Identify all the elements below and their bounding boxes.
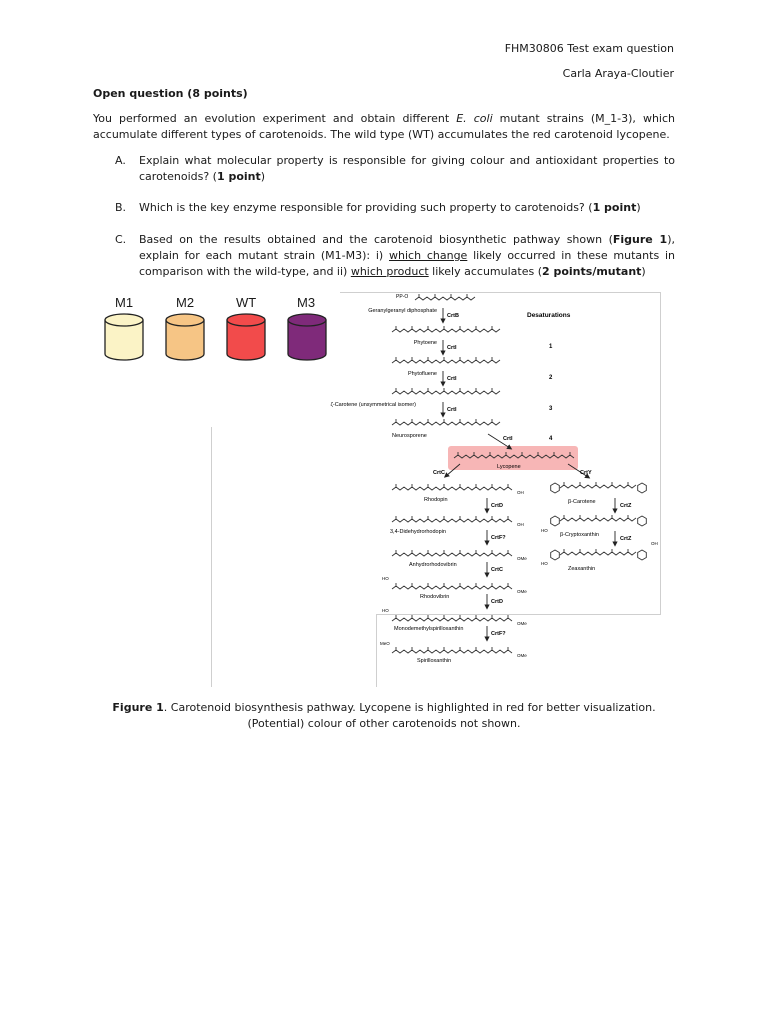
group-ome-1: OMe: [517, 556, 527, 561]
compound-spirilloxanthin: Spirilloxanthin: [417, 658, 452, 664]
chain-left-5: [392, 647, 512, 653]
question-intro: [93, 111, 675, 143]
compound-zeta-carotene: ζ-Carotene (unsymmetrical isomer): [330, 402, 416, 408]
figure-left-border: [211, 427, 212, 687]
compound-phytofluene: Phytofluene: [407, 371, 437, 377]
chain-phytofluene: [392, 357, 500, 363]
culture-tube-m1: [105, 314, 143, 360]
item-c-underline-2: which product: [350, 265, 429, 278]
question-title-text: Open question (8 points): [93, 87, 248, 100]
enzyme-crtz-2: CrtZ: [620, 536, 632, 542]
question-title: [93, 86, 675, 102]
item-label: C.: [115, 233, 127, 246]
compound-monodemethylspirilloxanthin: Monodemethylspirilloxanthin: [394, 626, 464, 632]
group-oh-2: OH: [517, 522, 524, 527]
intro-species: E. coli: [456, 112, 493, 125]
item-text: [139, 232, 675, 280]
item-c-part-1: Based on the results obtained and the carotenoid biosynthetic pathway shown (: [139, 233, 613, 246]
enzyme-crtb: CrtB: [447, 313, 459, 319]
enzyme-crtd-2: CrtD: [491, 599, 503, 605]
chain-left-4: [392, 615, 512, 621]
group-oh-right: OH: [651, 541, 658, 546]
item-text: [139, 200, 675, 216]
chain-zeta-carotene: [392, 388, 500, 394]
chain-left-3: [392, 583, 512, 589]
compound-phytoene: Phytoene: [413, 340, 437, 346]
culture-tube-m2: [166, 314, 204, 360]
group-ome-2: OMe: [517, 589, 527, 594]
chain-left-0: [392, 484, 512, 490]
group-ho-right-1: HO: [541, 528, 548, 533]
chain-left-2: [392, 550, 512, 556]
group-ho-right-2: HO: [541, 561, 548, 566]
question-item-c: [115, 232, 675, 280]
enzyme-crti-2: CrtI: [447, 376, 457, 382]
caption-text: . Carotenoid biosynthesis pathway. Lycopene is highlighted in red for better visualization. (Potential) colour of other carotenoids not shown.: [163, 701, 656, 730]
enzyme-crty-branch: CrtY: [580, 470, 592, 476]
enzyme-crtz-1: CrtZ: [620, 503, 632, 509]
tube-label-wt: WT: [236, 295, 257, 310]
enzyme-crtd-1: CrtD: [491, 503, 503, 509]
item-label: A.: [115, 154, 126, 167]
enzyme-crti-1: CrtI: [447, 345, 457, 351]
item-c-figure-ref: Figure 1: [612, 233, 668, 246]
tube-label-m1: M1: [115, 295, 134, 310]
author-name: Carla Araya-Cloutier: [562, 67, 674, 80]
desaturation-2: 2: [549, 375, 553, 381]
course-header: FHM30806 Test exam question: [504, 42, 674, 55]
enzyme-crtf-2: CrtF?: [491, 631, 506, 637]
compound-neurosporene: Neurosporene: [392, 433, 427, 439]
ring-left-1: [551, 516, 560, 526]
caption-figure-label: Figure 1: [112, 701, 164, 714]
tube-label-m2: M2: [176, 295, 195, 310]
chain-right-0: [560, 482, 636, 488]
ring-right-0: [638, 483, 647, 493]
question-item-a: [115, 153, 675, 185]
group-ome-4: OMe: [517, 653, 527, 658]
enzyme-crti-3: CrtI: [447, 407, 457, 413]
item-c-underline-1: which change: [389, 249, 468, 262]
compound-rhodovibrin: Rhodovibrin: [420, 594, 450, 600]
compound-lycopene: Lycopene: [497, 464, 521, 470]
figure-caption: [93, 700, 675, 732]
compound-zeaxanthin: Zeaxanthin: [568, 566, 596, 572]
group-ome-3: OMe: [517, 621, 527, 626]
enzyme-crtf-1: CrtF?: [491, 535, 506, 541]
compound-didehydrorhodopin: 3,4-Didehydrorhodopin: [390, 529, 446, 535]
chain-left-1: [392, 516, 512, 522]
ring-right-2: [638, 550, 647, 560]
ring-left-0: [551, 483, 560, 493]
item-c-points: 2 points/mutant: [542, 265, 642, 278]
intro-part-2: mutant strains (M_1-3), which accumulate different types of carotenoids. The wild type (WT) accumulates the red carotenoid lycopene.: [93, 112, 675, 141]
tube-label-m3: M3: [297, 295, 316, 310]
group-ho-1: HO: [382, 576, 389, 581]
compound-beta-cryptoxanthin: β-Cryptoxanthin: [560, 532, 599, 538]
compound-anhydrorhodovibrin: Anhydrorhodovibrin: [409, 562, 457, 568]
culture-tube-wt: [227, 314, 265, 360]
ring-left-2: [551, 550, 560, 560]
item-b-text: Which is the key enzyme responsible for providing such property to carotenoids? (: [139, 201, 593, 214]
compound-ggpp: Geranylgeranyl diphosphate: [368, 308, 437, 314]
desaturation-3: 3: [549, 406, 553, 412]
item-b-tail: ): [636, 201, 641, 214]
carotenoid-pathway-diagram: [320, 292, 665, 672]
group-meo: MeO: [380, 641, 390, 646]
chain-ggpp: [415, 294, 475, 300]
chain-right-2: [560, 549, 636, 555]
compound-rhodopin: Rhodopin: [424, 497, 448, 503]
item-text: [139, 153, 675, 185]
item-a-tail: ): [260, 170, 266, 183]
desaturation-4: 4: [549, 436, 553, 442]
desaturations-header: Desaturations: [527, 312, 571, 319]
item-a-points: 1 point: [216, 170, 261, 183]
enzyme-crtc-2: CrtC: [491, 567, 503, 573]
ppo-label: PP-O: [396, 294, 409, 300]
desaturation-1: 1: [549, 344, 553, 350]
enzyme-crtc-branch: CrtC: [433, 470, 445, 476]
item-c-part-4: likely accumulates (: [428, 265, 542, 278]
item-c-part-2: ), explain for each mutant strain (M1-M3): i): [139, 233, 675, 262]
group-oh-1: OH: [517, 490, 524, 495]
item-c-part-5: ): [641, 265, 646, 278]
item-c-part-3: likely occurred in these mutants in comparison with the wild-type, and ii): [139, 249, 675, 278]
compound-beta-carotene: β-Carotene: [568, 499, 596, 505]
item-label: B.: [115, 201, 127, 214]
chain-neurosporene: [392, 419, 500, 425]
group-ho-2: HO: [382, 608, 389, 613]
question-item-b: [115, 200, 675, 216]
item-a-text: Explain what molecular property is responsible for giving colour and antioxidant properties to carotenoids? (: [139, 154, 675, 183]
enzyme-crti-4: CrtI: [503, 436, 513, 442]
intro-part-1: You performed an evolution experiment and obtain different: [93, 112, 457, 125]
item-b-points: 1 point: [592, 201, 637, 214]
chain-right-1: [560, 515, 636, 521]
chain-phytoene: [392, 326, 500, 332]
culture-tubes: [100, 312, 335, 362]
ring-right-1: [638, 516, 647, 526]
